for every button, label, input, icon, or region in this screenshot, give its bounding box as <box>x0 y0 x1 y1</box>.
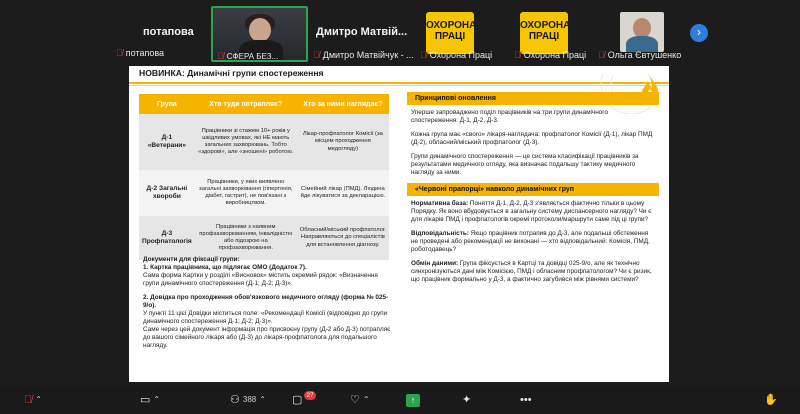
section-body <box>407 196 659 284</box>
active-speaker-video[interactable] <box>211 6 308 62</box>
table-row <box>139 170 389 216</box>
doc-item-text: Саме через цей документ інформація про присвоєну групу (Д-2 або Д-3) потрапляє до вашого сімейного лікаря або (Д-3) до лікаря-профпатолога для подальшого нагляду. <box>143 326 391 349</box>
header-who: Хто туди потрапляє? <box>195 94 297 114</box>
doc-item-title: 2. Довідка про проходження обов'язкового медичного огляду (форма № 025-9/о). <box>143 294 389 309</box>
paragraph: Кожна група має «свого» лікаря-наглядача: профпатолог Комісії (Д-1), лікар ПМД (Д-2), обласний/міський профпатолог (Д-3). <box>411 131 653 146</box>
participant-label: 🎙̸ СФЕРА БЕЗ... <box>217 51 279 61</box>
raise-hand-icon[interactable]: ✋ <box>764 394 778 406</box>
reactions-icon[interactable]: ♡ ⌃ <box>350 394 370 406</box>
header-supervisor: Хто за ними наглядає? <box>297 94 389 114</box>
groups-table <box>139 94 389 260</box>
supervisor-cell: Сімейний лікар (ПМД). Людина йде лікуватися за декларацією. <box>297 170 389 216</box>
participants-count: 388 <box>242 395 257 404</box>
supervisor-cell: Лікар-профпатолог Комісії (за місцем проходження медогляду) <box>297 114 389 170</box>
header-group: Група <box>139 94 195 114</box>
mic-muted-icon: 🎙̸ <box>420 50 427 60</box>
participant-name-dmytro: Дмитро Матвій... <box>316 26 408 38</box>
table-row <box>139 114 389 170</box>
participant-label: 🎙̸ Охорона Праці <box>514 50 587 60</box>
camera-icon[interactable]: ▭ ⌃ <box>140 394 161 406</box>
group-cell: Д-3 Профпатологія <box>139 216 195 260</box>
right-column <box>407 92 659 290</box>
doc-item-text: У пункті 11 цієї Довідки міститься поле: «Рекомендації Комісії (відповідно до групи динамічного спостереження Д-1; Д-2; Д-3)». <box>143 310 388 325</box>
slide-title: НОВИНКА: Динамічні групи спостереження <box>139 68 324 78</box>
shared-slide <box>129 66 669 382</box>
participant-strip <box>0 0 800 64</box>
flag-item: Нормативна база: Поняття Д-1, Д-2, Д-3 з'являється фактично тільки в цьому Порядку. Як воно вбудовується в загальну систему диспансерного нагляду? Чи є для лікарів ПМД і профпатологів окремі протоколи/маршрути саме під ці групи? <box>411 200 652 223</box>
who-cell: Працівники зі стажем 10+ років у шкідливих умовах, які НЕ мають загальних захворювань. Тобто «здорові», але «зношені» роботою. <box>195 114 297 170</box>
section-body <box>407 105 659 177</box>
okhorona-pratsi-logo[interactable]: ОХОРОНА ПРАЦІ <box>426 12 474 54</box>
participant-name-potapova: потапова <box>143 26 194 38</box>
flag-item: Відповідальність: Якщо працівник потрапив до Д-3, але подальші обстеження не проведені або рекомендації не виконані — хто відповідальний: Комісія, ПМД, роботодавець? <box>411 230 650 253</box>
mic-off-icon[interactable]: 🎙̸ ⌃ <box>24 394 42 406</box>
more-icon[interactable]: ••• <box>520 394 532 406</box>
chat-icon[interactable]: ▢ <box>292 394 303 406</box>
section-header: «Червоні прапорці» навколо динамічних груп <box>407 183 659 196</box>
documents-heading: Документи для фіксації групи: <box>143 256 240 263</box>
group-cell: Д-2 Загальні хвороби <box>139 170 195 216</box>
participant-label: 🎙̸ Ольга Євтушенко <box>598 50 682 60</box>
share-screen-icon[interactable]: ↑ <box>406 394 420 407</box>
mic-muted-icon: 🎙̸ <box>598 50 605 60</box>
mic-muted-icon: 🎙̸ <box>217 51 224 61</box>
who-cell: Працівники, у яких виявлено загальні захворювання (гіпертонія, діабет, гастрит), не пов'язані з виробництвом. <box>195 170 297 216</box>
flag-item: Обмін даними: Група фіксується в Картці та довідці 025-9/о, але як технічно синхронізуються дані між Комісією, ПМД і обласним профпатологом? Чи є ризик, що працівник формально у Д-3, а фактично загубився між рівнями системи? <box>411 260 652 283</box>
supervisor-cell: Обласний/міський профпатолог. Направляються до спеціалістів для встановлення діагнозу. <box>297 216 389 260</box>
who-cell: Працівники з наявним профзахворюванням, інвалідністю або підозрою на профзахворювання. <box>195 216 297 260</box>
participant-label: 🎙̸ Дмитро Матвійчук - ... <box>313 50 414 60</box>
doc-item-text: Сама форма Картки у розділі «Висновок» містить окремий рядок: «Визначення групи динамічного спостереження (Д-1; Д-2; Д-3)». <box>143 272 378 287</box>
mic-muted-icon: 🎙̸ <box>313 50 320 60</box>
ai-companion-icon[interactable]: ✦ <box>462 394 472 406</box>
table-header-row <box>139 94 389 114</box>
table-row <box>139 216 389 260</box>
participant-label: 🎙̸ Охорона Праці <box>420 50 493 60</box>
participant-label: 🎙̸ потапова <box>116 48 165 58</box>
okhorona-pratsi-logo[interactable]: ОХОРОНА ПРАЦІ <box>520 12 568 54</box>
doc-item-title: 1. Картка працівника, що підлягає ОМО (Додаток 7). <box>143 264 307 271</box>
participants-icon: ⚇ <box>230 394 240 406</box>
group-cell: Д-1 «Ветерани» <box>139 114 195 170</box>
paragraph: Уперше запроваджено поділ працівників на три групи динамічного спостереження: Д-1, Д-2, Д-3. <box>411 109 609 124</box>
documents-section <box>143 256 391 350</box>
mic-muted-icon: 🎙̸ <box>514 50 521 60</box>
paragraph: Групи динамічного спостереження — це система класифікації працівників за результатами медичного огляду, яка визначає подальшу тактику медичного нагляду за ними. <box>411 153 639 176</box>
meeting-toolbar <box>0 386 800 414</box>
next-participants-button[interactable]: › <box>690 24 708 42</box>
participant-avatar[interactable] <box>620 12 664 52</box>
mic-muted-icon: 🎙̸ <box>116 48 123 58</box>
section-header: Принципові оновлення <box>407 92 659 105</box>
chat-badge: 27 <box>304 391 316 400</box>
participants-button[interactable]: ⚇ 388 ⌃ <box>230 394 266 406</box>
